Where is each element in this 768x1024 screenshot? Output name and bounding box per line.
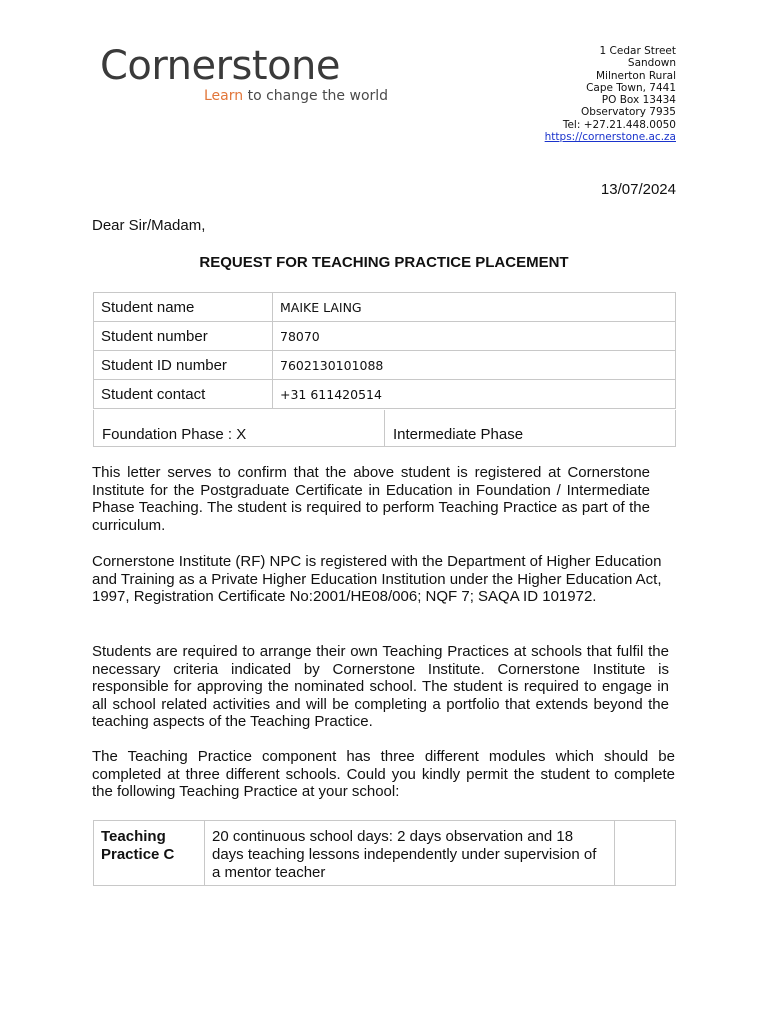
teaching-practice-table — [93, 820, 676, 886]
cornerstone-logo — [100, 40, 389, 104]
phone-line: Tel: +27.21.448.0050 — [562, 118, 676, 131]
student-contact-label: Student contact — [94, 380, 273, 409]
logo-wordmark: Cornerstone — [100, 43, 341, 89]
foundation-phase-cell: Foundation Phase : X — [94, 410, 385, 446]
paragraph-registration: This letter serves to confirm that the above student is registered at Cornerstone Institute for the Postgraduate Certificate in Education in Foundation / Intermediate Phase Teaching. The student is required to perform Teaching Practice as part of the curriculum. — [92, 464, 650, 534]
intermediate-phase-cell: Intermediate Phase — [393, 426, 524, 443]
salutation: Dear Sir/Madam, — [92, 217, 206, 234]
tagline-rest: to change the world — [243, 88, 389, 104]
student-id-value: 7602130101088 — [273, 351, 676, 380]
letter-subject: REQUEST FOR TEACHING PRACTICE PLACEMENT — [199, 254, 569, 271]
paragraph-accreditation: Cornerstone Institute (RF) NPC is registered with the Department of Higher Education and Training as a Private Higher Education Institution under the Higher Education Act, 1997, Registration Certificate No:2001/HE08/006; NQF 7; SAQA ID 101972. — [92, 553, 662, 605]
teaching-practice-label: Teaching Practice C — [94, 821, 205, 886]
table-row — [94, 293, 676, 322]
student-info-table — [93, 292, 676, 409]
paragraph-requirements: Students are required to arrange their own Teaching Practices at schools that fulfil the necessary criteria indicated by Cornerstone Institute. Cornerstone Institute is responsible for approving the nominated school. The student is required to engage in all school related activities and will be completing a portfolio that extends beyond the teaching aspects of the Teaching Practice. — [92, 643, 669, 730]
address-line: Cape Town, 7441 — [586, 81, 676, 94]
tagline-accent: Learn — [204, 88, 244, 104]
address-line: 1 Cedar Street — [599, 45, 676, 57]
address-block — [545, 45, 676, 143]
student-name-value: MAIKE LAING — [273, 293, 676, 322]
address-line: Observatory 7935 — [581, 106, 676, 119]
phase-row — [93, 410, 676, 447]
address-line: PO Box 13434 — [601, 94, 676, 107]
table-row — [94, 821, 676, 886]
paragraph-request: The Teaching Practice component has three different modules which should be completed at three different schools. Could you kindly permit the student to complete the following Teaching Practice at your school: — [92, 748, 675, 800]
address-line: Milnerton Rural — [595, 69, 676, 82]
table-row — [94, 380, 676, 409]
letter-date: 13/07/2024 — [600, 181, 676, 198]
address-line: Sandown — [627, 57, 676, 70]
student-name-label: Student name — [94, 293, 273, 322]
logo-tagline — [204, 88, 388, 104]
teaching-practice-description: 20 continuous school days: 2 days observation and 18 days teaching lessons independently under supervision of a mentor teacher — [205, 821, 615, 886]
teaching-practice-mark-cell — [615, 821, 676, 886]
student-contact-value: +31 611420514 — [273, 380, 676, 409]
website-link[interactable]: https://cornerstone.ac.za — [544, 131, 676, 144]
student-number-value: 78070 — [273, 322, 676, 351]
student-id-label: Student ID number — [94, 351, 273, 380]
table-row — [94, 351, 676, 380]
table-row — [94, 322, 676, 351]
student-number-label: Student number — [94, 322, 273, 351]
